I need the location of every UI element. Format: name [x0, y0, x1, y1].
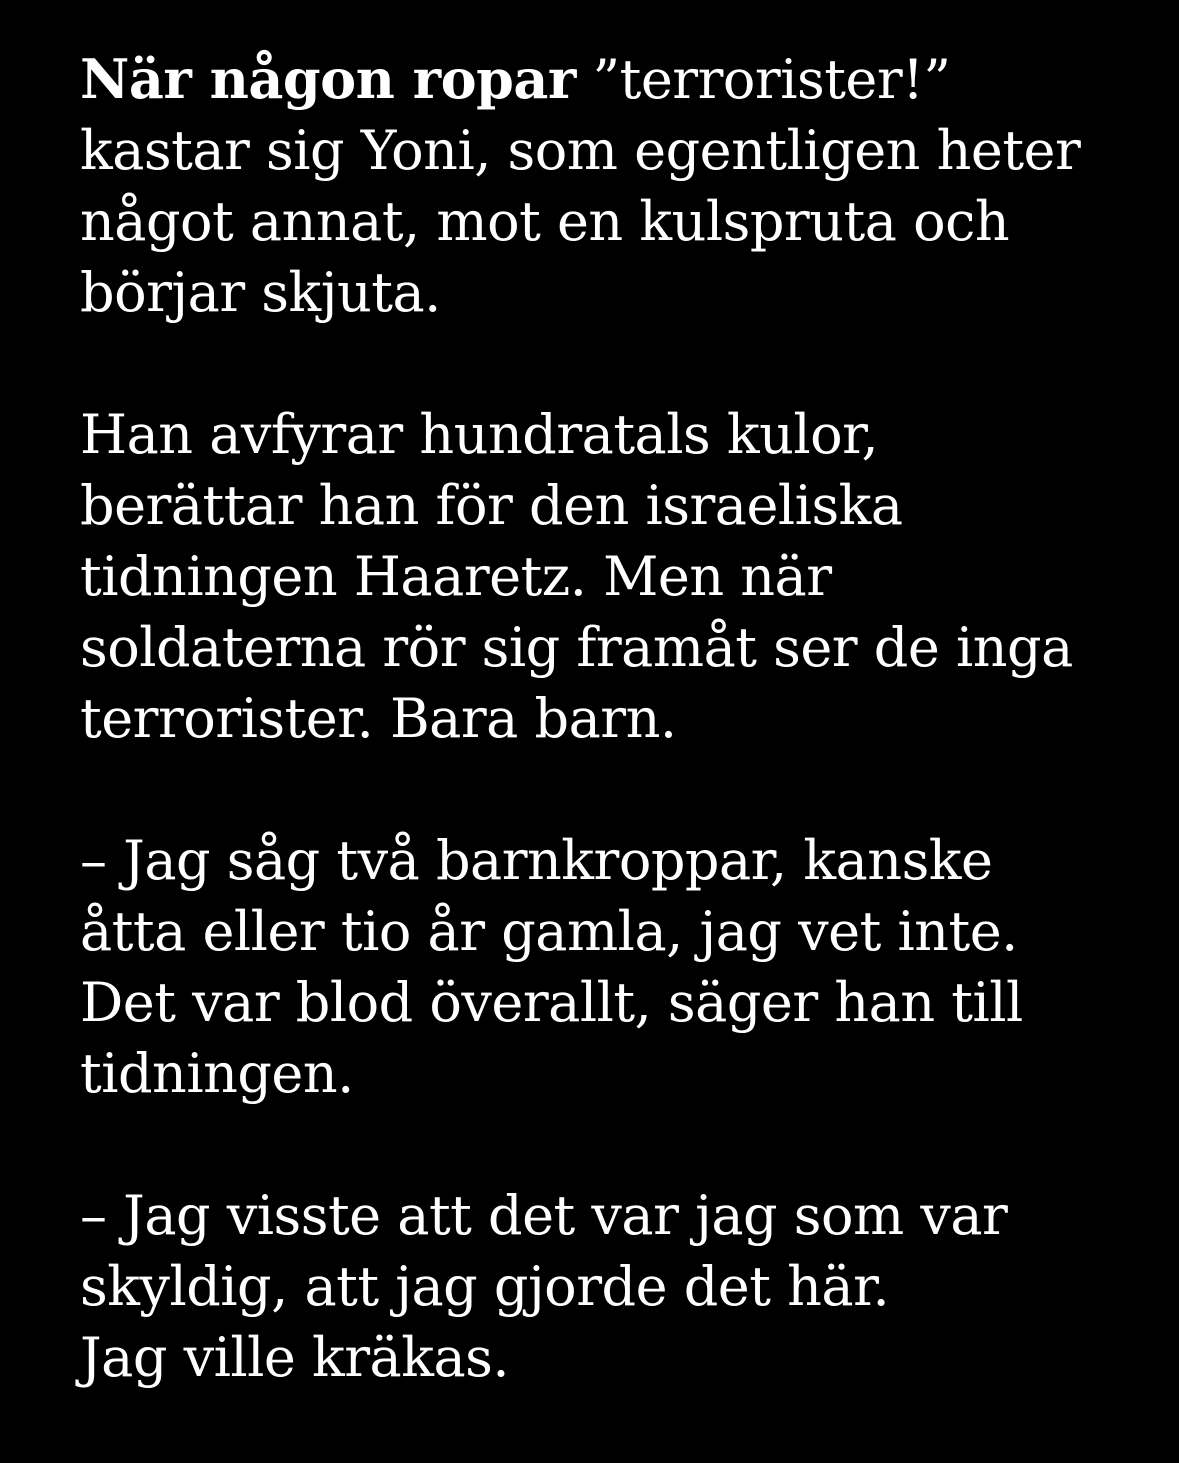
paragraph-4-line-2: skyldig, att jag gjorde det här. — [80, 1255, 890, 1318]
paragraph-1-line-4: börjar skjuta. — [80, 261, 441, 324]
paragraph-4-line-1: – Jag visste att det var jag som var — [80, 1184, 1008, 1247]
paragraph-2-line-2: berättar han för den israeliska — [80, 474, 903, 537]
paragraph-3 — [80, 825, 1140, 1109]
paragraph-1-line-2: kastar sig Yoni, som egentligen heter — [80, 119, 1081, 182]
paragraph-3-line-1: – Jag såg två barnkroppar, kanske — [80, 829, 993, 892]
paragraph-2 — [80, 399, 1140, 754]
lead-text: När någon ropar — [80, 47, 576, 111]
paragraph-2-line-4: soldaterna rör sig framåt ser de inga — [80, 616, 1073, 679]
paragraph-1-line-3: något annat, mot en kulspruta och — [80, 190, 1010, 253]
paragraph-4 — [80, 1180, 1140, 1393]
paragraph-2-line-5: terrorister. Bara barn. — [80, 687, 677, 750]
paragraph-3-line-2: åtta eller tio år gamla, jag vet inte. — [80, 900, 1018, 963]
paragraph-3-line-4: tidningen. — [80, 1042, 354, 1105]
lead-continuation: ”terrorister!” — [575, 48, 951, 111]
paragraph-2-line-3: tidningen Haaretz. Men när — [80, 545, 832, 608]
paragraph-4-line-3: Jag ville kräkas. — [80, 1326, 510, 1389]
paragraph-1 — [80, 44, 1140, 328]
paragraph-3-line-3: Det var blod överallt, säger han till — [80, 971, 1023, 1034]
article-body — [80, 44, 1140, 1393]
paragraph-2-line-1: Han avfyrar hundratals kulor, — [80, 403, 879, 466]
paragraph-1-line-1 — [80, 44, 1140, 115]
